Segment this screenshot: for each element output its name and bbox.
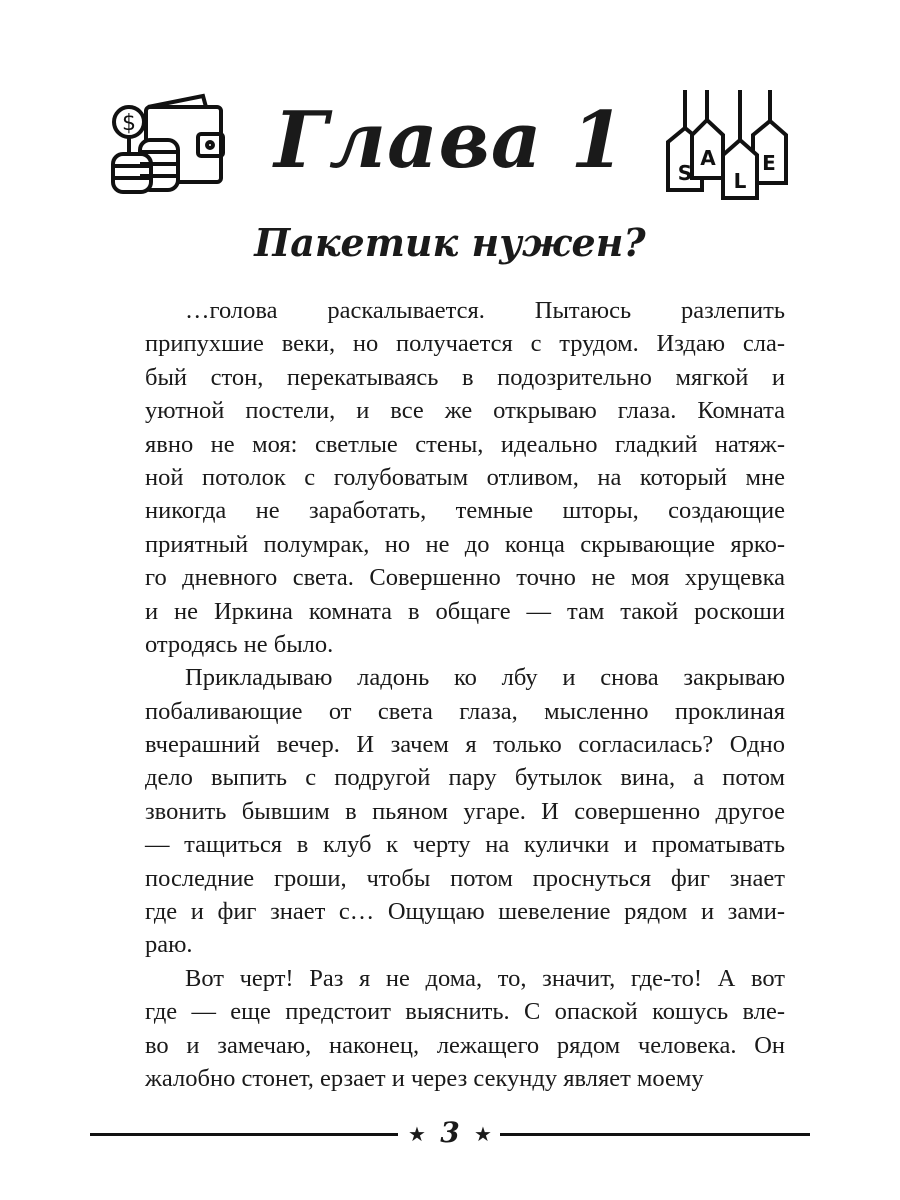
text-line: где — еще предстоит выяснить. С опаской кошусь вле- <box>145 998 785 1026</box>
text-line: бый стон, перекатываясь в подозрительно мягкой и <box>145 363 785 391</box>
footer-rule-right <box>500 1133 810 1136</box>
text-line: никогда не заработать, темные шторы, создающие <box>145 497 785 525</box>
star-icon: ★ <box>474 1124 492 1146</box>
svg-text:$: $ <box>122 111 136 136</box>
text-line: приятный полумрак, но не до конца скрывающие ярко- <box>145 530 785 558</box>
text-line: — тащиться в клуб к черту на кулички и проматывать <box>145 831 785 859</box>
text-line: где и фиг знает с… Ощущаю шевеление рядом и зами- <box>145 898 785 926</box>
chapter-title: Глава 1 <box>274 95 626 186</box>
star-icon: ★ <box>408 1124 426 1146</box>
text-line: Прикладываю ладонь ко лбу и снова закрываю <box>185 664 785 692</box>
page-number: 3 <box>440 1116 460 1149</box>
sale-letter: E <box>762 151 776 175</box>
sale-letter: L <box>733 169 747 193</box>
text-line: раю. <box>145 931 193 959</box>
text-line: последние гроши, чтобы потом проснуться фиг знает <box>145 864 785 892</box>
text-line: явно не моя: светлые стены, идеально гладкий натяж- <box>145 430 785 458</box>
body-text <box>145 294 785 1095</box>
sale-tags-icon <box>665 90 790 202</box>
text-line: припухшие веки, но получается с трудом. Издаю сла- <box>145 330 785 358</box>
text-line: …голова раскалывается. Пытаюсь разлепить <box>185 297 785 324</box>
text-line: во и замечаю, наконец, лежащего рядом человека. Он <box>145 1031 785 1059</box>
text-line: звонить бывшим в пьяном угаре. И совершенно другое <box>145 797 785 825</box>
text-line: ной потолок с голубоватым отливом, на который мне <box>145 463 785 491</box>
page-footer <box>90 1116 810 1150</box>
text-line: вчерашний вечер. И зачем я только согласилась? Одно <box>145 731 785 759</box>
text-line: побаливающие от света глаза, мысленно проклиная <box>145 697 785 725</box>
text-line: го дневного света. Совершенно точно не моя хрущевка <box>145 564 785 592</box>
sale-letter: S <box>677 161 693 185</box>
sale-letter: A <box>700 146 716 170</box>
text-line: дело выпить с подругой пару бутылок вина, а потом <box>145 764 785 792</box>
text-line: и не Иркина комната в общаге — там такой роскоши <box>145 597 785 625</box>
chapter-subtitle: Пакетик нужен? <box>254 220 646 265</box>
text-line: Вот черт! Раз я не дома, то, значит, где-то! А вот <box>185 964 785 992</box>
text-line: жалобно стонет, ерзает и через секунду являет моему <box>145 1064 704 1092</box>
text-line: уютной постели, и все же открываю глаза. Комната <box>145 397 785 425</box>
text-line: отродясь не было. <box>145 630 334 658</box>
